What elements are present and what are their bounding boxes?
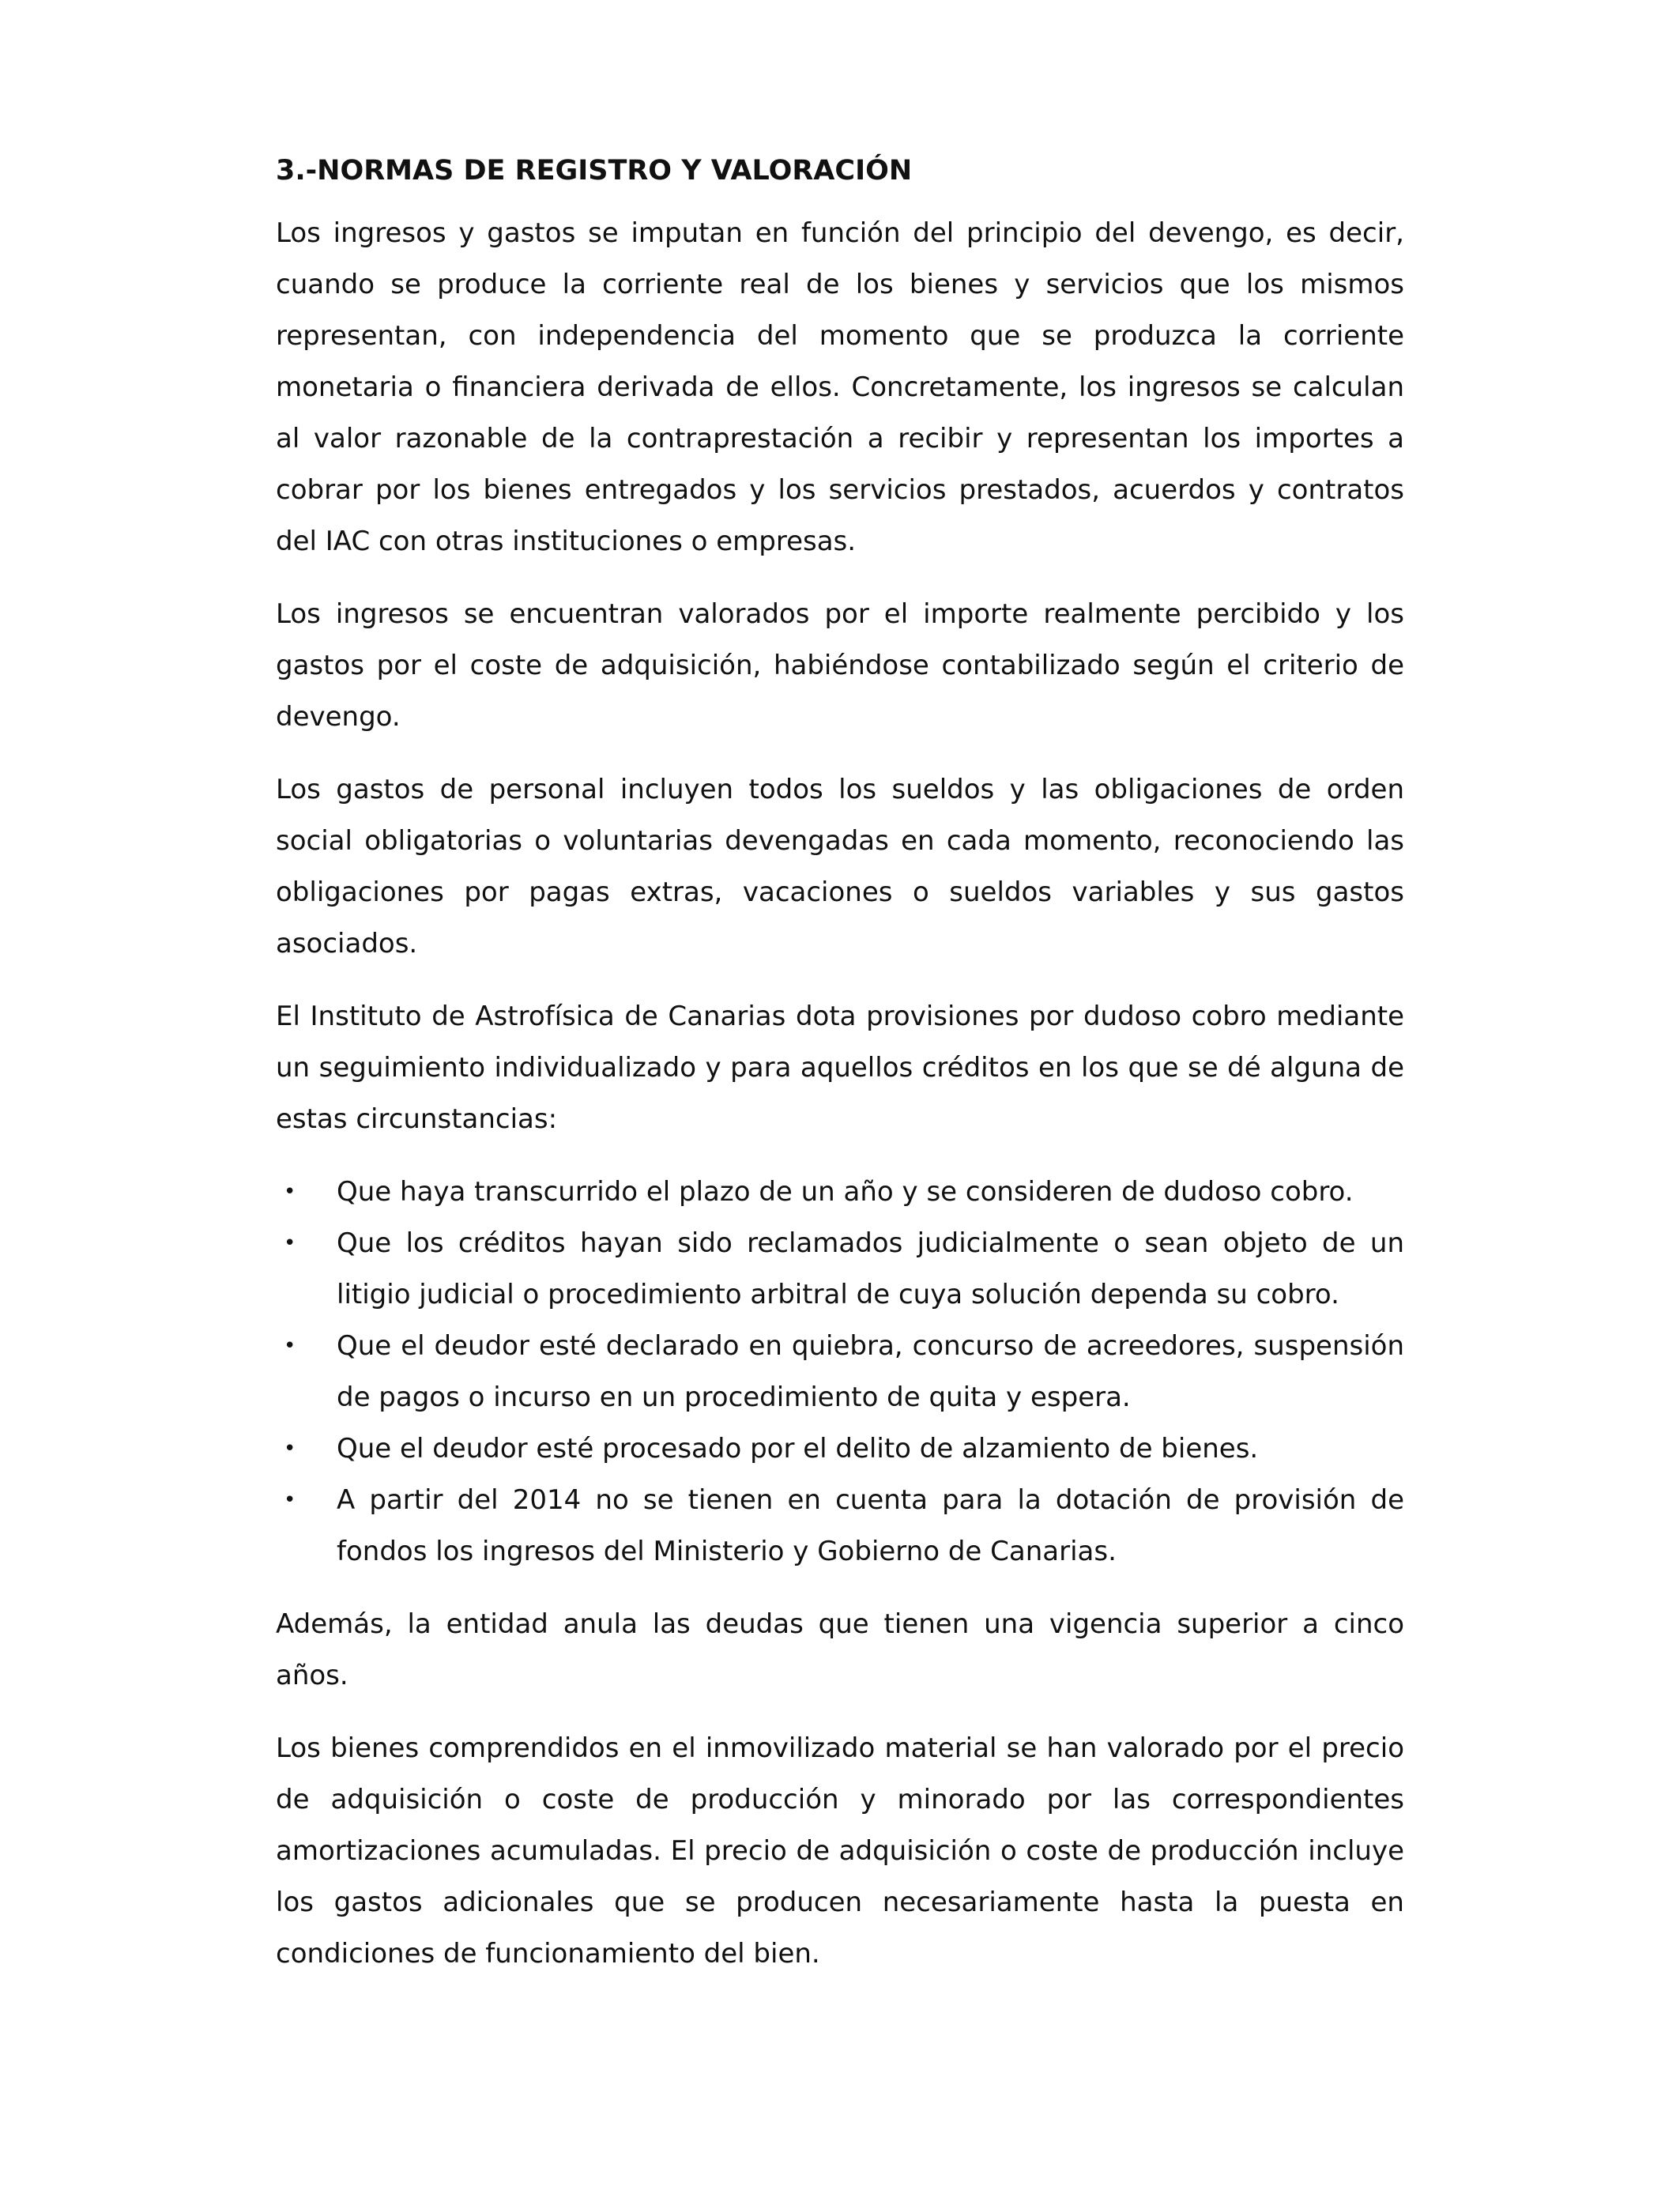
- paragraph-provisiones: El Instituto de Astrofísica de Canarias dota provisiones por dudoso cobro mediante un seguimiento individualizado y para aquellos créditos en los que se dé alguna de estas circunstancias:: [276, 1001, 1404, 1135]
- circumstances-list: [276, 1167, 1404, 1578]
- bullet-icon: •: [284, 1488, 296, 1512]
- list-item-text: A partir del 2014 no se tienen en cuenta para la dotación de provisión de fondos los ingresos del Ministerio y Gobierno de Canarias.: [337, 1484, 1404, 1567]
- list-item: [276, 1423, 1404, 1475]
- list-item: [276, 1475, 1404, 1578]
- list-item-text: Que haya transcurrido el plazo de un año y se consideren de dudoso cobro.: [337, 1176, 1354, 1208]
- paragraph-valoracion: Los ingresos se encuentran valorados por el importe realmente percibido y los gastos por el coste de adquisición, habiéndose contabilizado según el criterio de devengo.: [276, 598, 1404, 733]
- section-heading: 3.-NORMAS DE REGISTRO Y VALORACIÓN: [276, 155, 913, 187]
- bullet-icon: •: [284, 1437, 296, 1461]
- list-item: [276, 1218, 1404, 1321]
- bullet-icon: •: [284, 1231, 296, 1255]
- paragraph-inmovilizado: Los bienes comprendidos en el inmovilizado material se han valorado por el precio de adquisición o coste de producción y minorado por las correspondientes amortizaciones acumuladas. El precio de adquisición o coste de producción incluye los gastos adicionales que se producen necesariamente hasta la puesta en condiciones de funcionamiento del bien.: [276, 1732, 1404, 1970]
- list-item: [276, 1167, 1404, 1218]
- list-item-text: Que el deudor esté procesado por el delito de alzamiento de bienes.: [337, 1433, 1259, 1465]
- list-item: [276, 1321, 1404, 1423]
- bullet-icon: •: [284, 1180, 296, 1204]
- paragraph-anulacion-deudas: Además, la entidad anula las deudas que tienen una vigencia superior a cinco años.: [276, 1608, 1404, 1691]
- bullet-icon: •: [284, 1334, 296, 1358]
- paragraph-gastos-personal: Los gastos de personal incluyen todos los sueldos y las obligaciones de orden social obligatorias o voluntarias devengadas en cada momento, reconociendo las obligaciones por pagas extras, vacaciones o sueldos variables y sus gastos asociados.: [276, 774, 1404, 959]
- paragraph-devengo: Los ingresos y gastos se imputan en función del principio del devengo, es decir, cuando se produce la corriente real de los bienes y servicios que los mismos representan, con independencia del momento que se produzca la corriente monetaria o financiera derivada de ellos. Concretamente, los ingresos se calculan al valor razonable de la contraprestación a recibir y representan los importes a cobrar por los bienes entregados y los servicios prestados, acuerdos y contratos del IAC con otras instituciones o empresas.: [276, 217, 1404, 557]
- list-item-text: Que el deudor esté declarado en quiebra, concurso de acreedores, suspensión de pagos o incurso en un procedimiento de quita y espera.: [337, 1330, 1404, 1413]
- list-item-text: Que los créditos hayan sido reclamados judicialmente o sean objeto de un litigio judicial o procedimiento arbitral de cuya solución dependa su cobro.: [337, 1227, 1404, 1310]
- document-body: [276, 149, 1404, 2001]
